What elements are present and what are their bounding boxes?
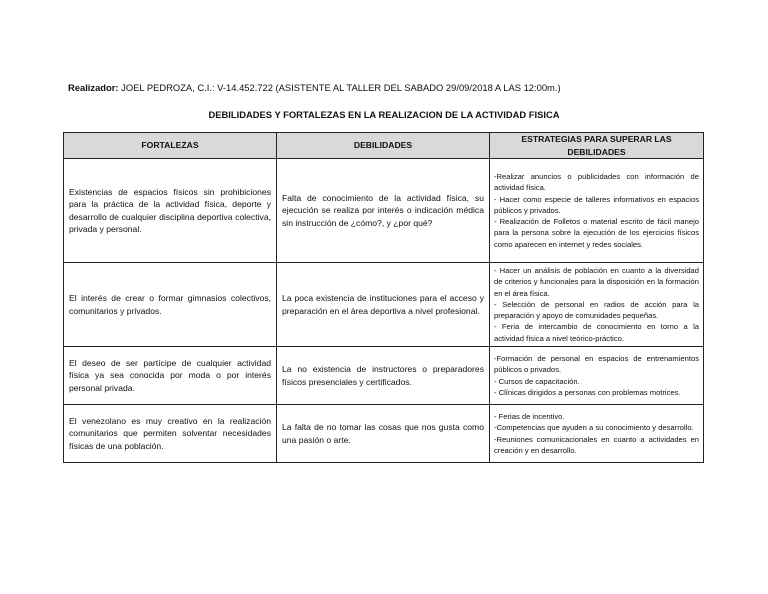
header-fortalezas: FORTALEZAS — [64, 133, 277, 159]
estrategias-cell — [490, 159, 704, 263]
estrategia-item: - Clínicas dirigidos a personas con problemas motrices. — [494, 387, 681, 397]
fortaleza-cell: Existencias de espacios físicos sin prohibiciones para la práctica de la actividad física, deporte y desarrollo de cualquier disciplina deportiva colectiva, privada y personal. — [64, 159, 277, 263]
document-title: DEBILIDADES Y FORTALEZAS EN LA REALIZACION DE LA ACTIVIDAD FISICA — [208, 109, 560, 120]
table-row — [64, 405, 704, 463]
estrategia-item: -Reuniones comunicacionales en cuanto a actividades en creación y en desarrollo. — [494, 434, 699, 455]
debilidad-cell: La falta de no tomar las cosas que nos gusta como una pasión o arte. — [277, 405, 490, 463]
estrategias-cell — [490, 405, 704, 463]
author-label: Realizador: — [68, 82, 119, 93]
table-header-row — [64, 133, 704, 159]
debilidad-cell: La no existencia de instructores o preparadores físicos presenciales y certificados. — [277, 347, 490, 405]
fortaleza-cell: El venezolano es muy creativo en la realización comunitarios que permiten solventar necesidades físicas de una población. — [64, 405, 277, 463]
author-details: JOEL PEDROZA, C.I.: V-14.452.722 (ASISTENTE AL TALLER DEL SABADO 29/09/2018 A LAS 12:00m.) — [118, 82, 561, 93]
estrategia-item: - Ferias de incentivo. — [494, 412, 565, 422]
estrategia-item: -Competencias que ayuden a su conocimiento y desarrollo. — [494, 423, 694, 433]
author-line — [68, 82, 561, 93]
estrategia-item: - Cursos de capacitación. — [494, 376, 580, 386]
debilidad-cell: Falta de conocimiento de la actividad física, su ejecución se realiza por interés o indicación médica sin instrucción de ¿cómo?, y ¿por qué? — [277, 159, 490, 263]
estrategia-item: -Realizar anuncios o publicidades con información de actividad física. — [494, 172, 699, 193]
debilidad-cell: La poca existencia de instituciones para el acceso y preparación en el área deportiva a nivel profesional. — [277, 263, 490, 347]
table-row — [64, 347, 704, 405]
estrategias-cell — [490, 347, 704, 405]
estrategia-item: -Formación de personal en espacios de entrenamientos públicos o privados. — [494, 354, 699, 375]
estrategia-item: - Feria de intercambio de conocimiento en torno a la actividad física a nivel teórico-práctico. — [494, 322, 699, 343]
header-debilidades: DEBILIDADES — [277, 133, 490, 159]
estrategia-item: - Hacer como especie de talleres informativos en espacios públicos y privados. — [494, 194, 699, 215]
swot-table — [63, 132, 704, 463]
estrategias-cell — [490, 263, 704, 347]
table-row — [64, 263, 704, 347]
table-row — [64, 159, 704, 263]
header-estrategias: ESTRATEGIAS PARA SUPERAR LAS DEBILIDADES — [490, 133, 704, 159]
fortaleza-cell: El interés de crear o formar gimnasios colectivos, comunitarios y privados. — [64, 263, 277, 347]
fortaleza-cell: El deseo de ser partícipe de cualquier actividad física ya sea conocida por moda o por interés personal privada. — [64, 347, 277, 405]
estrategia-item: - Selección de personal en radios de acción para la preparación y apoyo de comunidades pequeñas. — [494, 299, 699, 321]
estrategia-item: - Hacer un análisis de población en cuanto a la diversidad de criterios y funcionales para la disposición en la formación en el área física. — [494, 266, 699, 298]
estrategia-item: - Realización de Folletos o material escrito de fácil manejo para la persona sobre la ejecución de los ejercicios físicos como aparecen en internet y redes sociales. — [494, 217, 699, 249]
